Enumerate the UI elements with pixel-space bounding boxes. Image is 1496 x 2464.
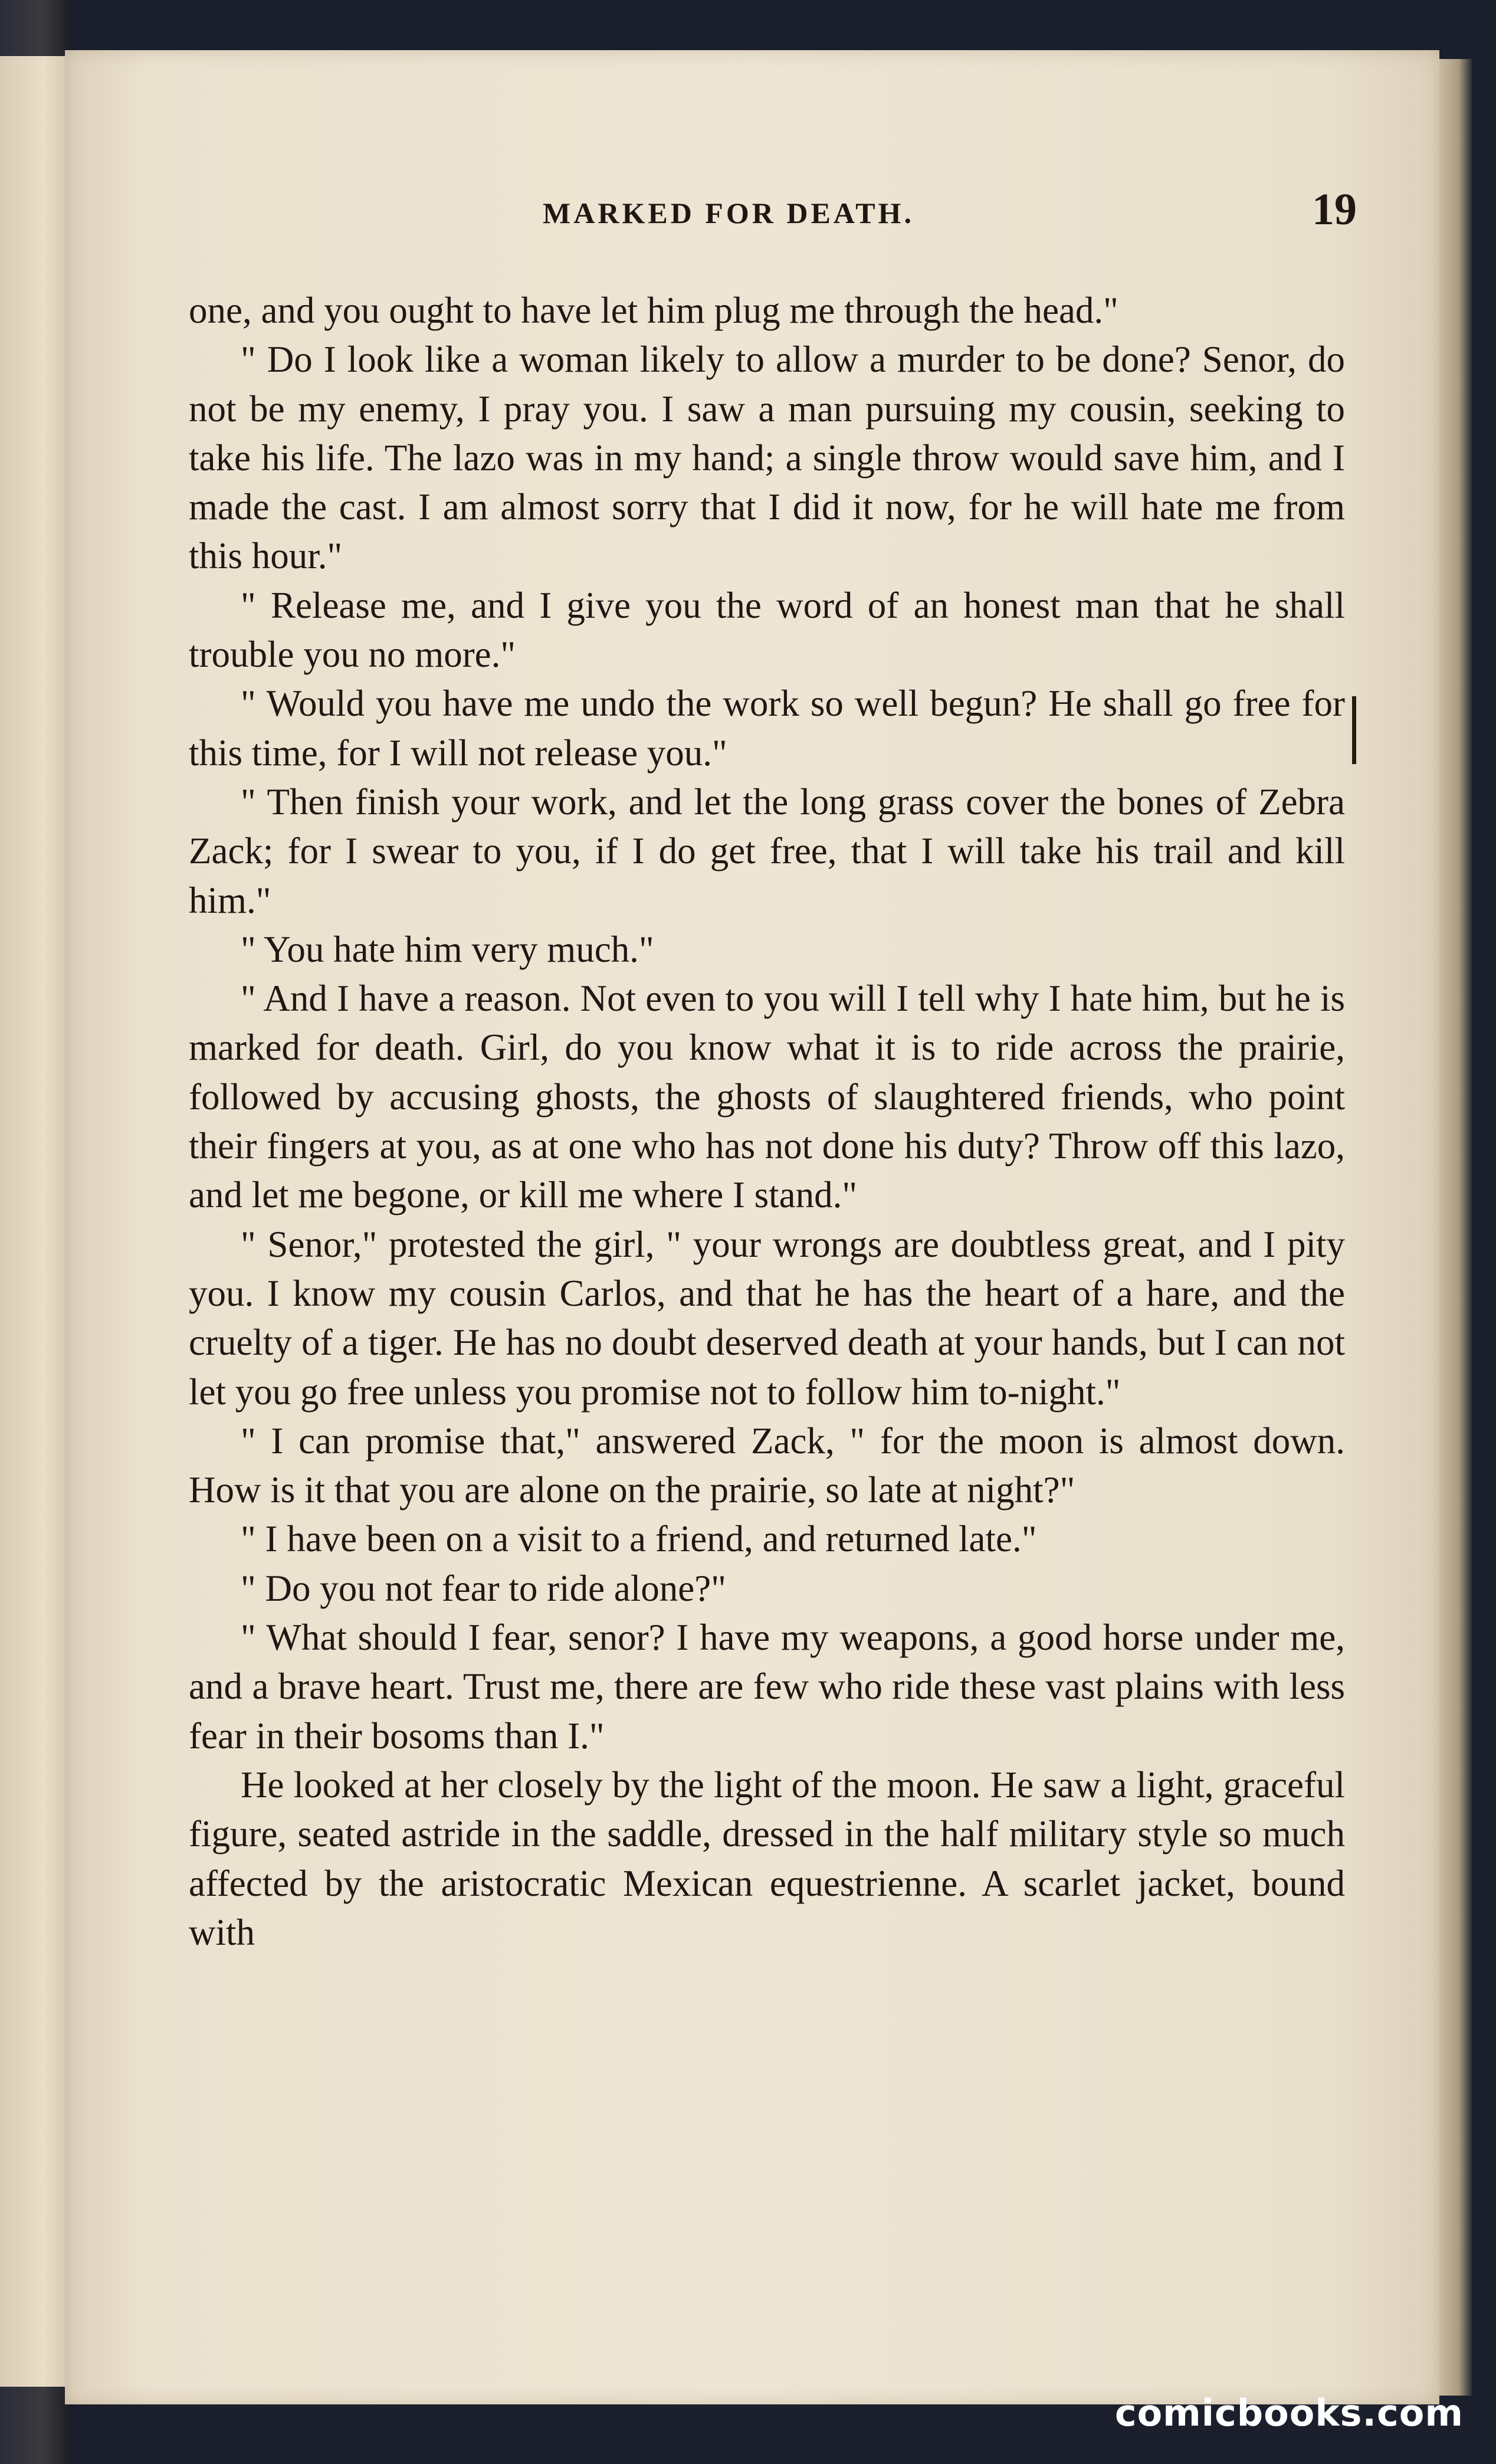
paragraph: " You hate him very much.": [241, 928, 654, 970]
watermark: comicbooks.com: [1114, 2391, 1464, 2434]
paragraph: " Senor," protested the girl, " your wrongs are doubtless great, and I pity you. I know my cousin Carlos, and that he has the heart of a hare, and the cruelty of a tiger. He has no doubt deserved death at your hands, but I can not let you go free unless you promise not to follow him to-night.": [189, 1223, 1345, 1413]
paragraph: " What should I fear, senor? I have my weapons, a good horse under me, and a brave heart. Trust me, there are few who ride these vast plains with less fear in their bosoms than I.": [189, 1617, 1345, 1757]
paragraph: " And I have a reason. Not even to you will I tell why I hate him, but he is marked for death. Girl, do you know what it is to ride across the prairie, followed by accusing ghosts, the ghosts of slaughtered friends, who point their fingers at you, as at one who has not done his duty? Throw off this lazo, and let me begone, or kill me where I stand.": [189, 978, 1345, 1216]
running-title: MARKED FOR DEATH.: [543, 196, 914, 230]
paragraph: one, and you ought to have let him plug me through the head.": [189, 290, 1118, 331]
margin-mark: [1352, 696, 1356, 764]
paragraph: " Release me, and I give you the word of an honest man that he shall trouble you no more.": [189, 584, 1345, 676]
page-edge-right: [1439, 59, 1472, 2396]
paragraph: " Would you have me undo the work so well begun? He shall go free for this time, for I will not release you.": [189, 683, 1345, 774]
page-number: 19: [1312, 185, 1357, 234]
paragraph: " I can promise that," answered Zack, " for the moon is almost down. How is it that you are alone on the prairie, so late at night?": [189, 1420, 1345, 1511]
paragraph: " Do you not fear to ride alone?": [241, 1567, 726, 1609]
body-text: [189, 286, 1345, 1957]
paragraph: " I have been on a visit to a friend, and returned late.": [241, 1518, 1037, 1560]
paragraph: He looked at her closely by the light of the moon. He saw a light, graceful figure, seated astride in the saddle, dressed in the half military style so much affected by the aristocratic Mexican equestrienne. A scarlet jacket, bound with: [189, 1764, 1345, 1953]
paragraph: " Do I look like a woman likely to allow a murder to be done? Senor, do not be my enemy, I pray you. I saw a man pursuing my cousin, seeking to take his life. The lazo was in my hand; a single throw would save him, and I made the cast. I am almost sorry that I did it now, for he will hate me from this hour.": [189, 339, 1345, 577]
running-head: [100, 148, 1357, 234]
paragraph: " Then finish your work, and let the long grass cover the bones of Zebra Zack; for I swear to you, if I do get free, that I will take his trail and kill him.": [189, 781, 1345, 921]
